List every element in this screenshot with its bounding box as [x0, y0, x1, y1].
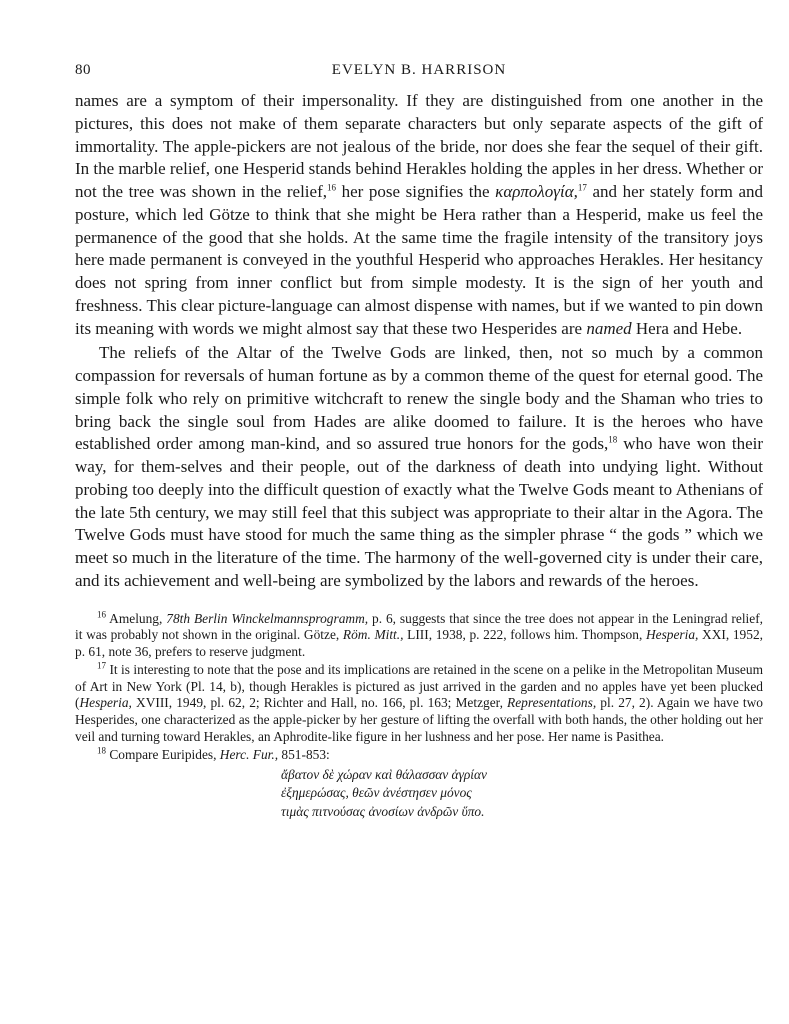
document-page	[75, 58, 763, 821]
footnote-17: $^{17}$ It is interesting to note that the pose and its implications are retained in the scene on a pelike in the Metropolitan Museum of Art in New York (Pl. 14, b), though Herakles is pictured as just arrived in the garden and no apples have yet been plucked (Hesperia, XVIII, 1949, pl. 62, 2; Richter and Hall, no. 166, pl. 163; Metzger, Representations, pl. 27, 2). Again we have two Hesperides, one characterized as the apple-picker by her gesture of lifting the overfall with both hands, the other holding out her veil and turning toward Herakles, an Aphrodite-like figure in her lushness and her pose. Her name is Pasithea.	[75, 660, 763, 744]
paragraph-1: names are a symptom of their impersonality. If they are distinguished from one another in the pictures, this does not make of them separate characters but only separate aspects of the gift of immortality. The apple-pickers are not jealous of the bride, nor does she fear the sequel of their gift. In the marble relief, one Hesperid stands behind Herakles holding the apples in her dress. Whether or not the tree was shown in the relief,$^{16}$ her pose signifies the καρπολογία,$^{17}$ and her stately form and posture, which led Götze to think that she might be Hera rather than a Hesperid, make us feel the permanence of the good that she holds. At the same time the fragile intensity of the transitory joys here made permanent is conveyed in the youthful Hesperid who approaches Herakles. Her hesitancy does not spring from inner conflict but from simple modesty. It is the sign of her youth and freshness. This clear picture-language can almost dispense with names, but if we wanted to pin down its meaning with words we might almost say that these two Hesperides are named Hera and Hebe.	[75, 91, 764, 338]
greek-quotation	[281, 766, 763, 822]
footnote-ref-17[interactable]: 17	[577, 182, 587, 193]
quote-line: ἄβατον δὲ χώραν καὶ θάλασσαν ἀγρίαν	[281, 766, 487, 782]
footnote-18: $^{18}$ Compare Euripides, Herc. Fur., 851-853:	[97, 745, 330, 763]
greek-term: καρπολογία,	[495, 182, 578, 201]
running-head: EVELYN B. HARRISON	[331, 62, 507, 78]
emphasis: named	[586, 318, 632, 338]
footnote-16: $^{16}$ Amelung, 78th Berlin Winckelmannsprogramm, p. 6, suggests that since the tree does not appear in the Leningrad relief, it was probably not shown in the original. Götze, Röm. Mitt., LIII, 1938, p. 222, follows him. Thompson, Hesperia, XXI, 1952, p. 61, note 36, prefers to reserve judgment.	[75, 609, 764, 659]
footnote-ref-16[interactable]: 16	[326, 182, 336, 193]
footnote-ref-18[interactable]: 18	[608, 434, 618, 445]
paragraph-2: The reliefs of the Altar of the Twelve Gods are linked, then, not so much by a common compassion for reversals of human fortune as by a common theme of the quest for eternal good. The simple folk who rely on primitive witchcraft to renew the single body and the Shaman who tries to bring back the single soul from Hades are alike doomed to failure. It is the heroes who have established order among man-kind, and so assured true honors for the gods,$^{18}$ who have won their way, for them-selves and their people, out of the darkness of death into undying light. Without probing too deeply into the difficult question of exactly what the Twelve Gods meant to Athenians of the late 5th century, we may still feel that this subject was appropriate to their altar in the Agora. The Twelve Gods must have stood for much the same thing as the simpler phrase “ the gods ” which we meet so much in the literature of the time. The harmony of the well-governed city is under their care, and its achievement and well-being are symbolized by the labors and rewards of the heroes.	[75, 343, 763, 590]
page-header	[75, 58, 763, 90]
quote-line: τιμὰς πιτνούσας ἀνοσίων ἀνδρῶν ὕπο.	[281, 803, 485, 819]
footnotes	[75, 611, 763, 822]
page-number: 80	[75, 62, 91, 78]
quote-line: ἐξημερώσας, θεῶν ἀνέστησεν μόνος	[281, 785, 472, 801]
body-text	[75, 90, 763, 593]
